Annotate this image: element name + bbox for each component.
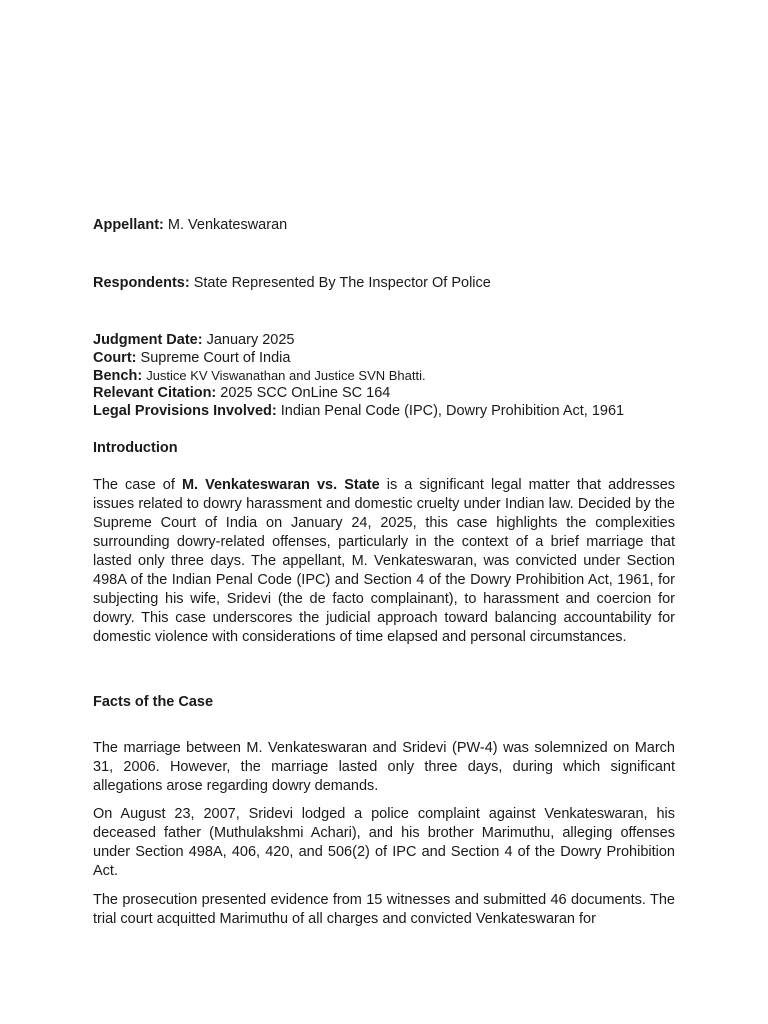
facts-paragraph-2: On August 23, 2007, Sridevi lodged a police complaint against Venkateswaran, his deceased father (Muthulakshmi Achari), and his brother Marimuthu, alleging offenses under Section 498A, 406, 420, and 506(2) of IPC and Section 4 of the Dowry Prohibition Act.: [93, 806, 675, 879]
court-line: [93, 349, 675, 367]
appellant-line: [93, 216, 675, 234]
provisions-line: [93, 402, 675, 420]
respondents-line: [93, 274, 675, 292]
introduction-heading: Introduction: [93, 440, 178, 456]
judgment-date-value: January 2025: [206, 332, 295, 348]
court-value: Supreme Court of India: [140, 350, 291, 366]
facts-paragraph-1: The marriage between M. Venkateswaran and Sridevi (PW-4) was solemnized on March 31, 2006. However, the marriage lasted only three days, during which significant allegations arose regarding dowry demands.: [93, 740, 675, 794]
judgment-date-line: [93, 331, 675, 349]
respondents-label: Respondents:: [93, 275, 190, 291]
intro-text-post: is a significant legal matter that addresses issues related to dowry harassment and domestic cruelty under Indian law. Decided by the Supreme Court of India on January 24, 2025, this case highlights the complexities surrounding dowry-related offenses, particularly in the context of a brief marriage that lasted only three days. The appellant, M. Venkateswaran, was convicted under Section 498A of the Indian Penal Code (IPC) and Section 4 of the Dowry Prohibition Act, 1961, for subjecting his wife, Sridevi (the de facto complainant), to harassment and coercion for dowry. This case underscores the judicial approach toward balancing accountability for domestic violence with considerations of time elapsed and personal circumstances.: [93, 477, 676, 645]
introduction-paragraph: [93, 476, 675, 647]
intro-text-pre: The case of: [93, 477, 182, 493]
bench-value: Justice KV Viswanathan and Justice SVN Bhatti.: [146, 368, 426, 383]
intro-case-name: M. Venkateswaran vs. State: [181, 477, 380, 493]
provisions-value: Indian Penal Code (IPC), Dowry Prohibition Act, 1961: [280, 403, 625, 419]
facts-paragraph-3: The prosecution presented evidence from 15 witnesses and submitted 46 documents. The trial court acquitted Marimuthu of all charges and convicted Venkateswaran for: [93, 892, 675, 927]
respondents-value: State Represented By The Inspector Of Police: [193, 275, 491, 291]
bench-line: [93, 367, 675, 385]
appellant-value: M. Venkateswaran: [167, 217, 288, 233]
appellant-label: Appellant:: [93, 217, 164, 233]
facts-heading: Facts of the Case: [93, 694, 214, 710]
judgment-date-label: Judgment Date:: [93, 332, 203, 348]
citation-value: 2025 SCC OnLine SC 164: [220, 385, 391, 401]
bench-label: Bench:: [93, 368, 143, 384]
citation-line: [93, 384, 675, 402]
court-label: Court:: [93, 350, 137, 366]
provisions-label: Legal Provisions Involved:: [93, 403, 277, 419]
citation-label: Relevant Citation:: [93, 385, 217, 401]
